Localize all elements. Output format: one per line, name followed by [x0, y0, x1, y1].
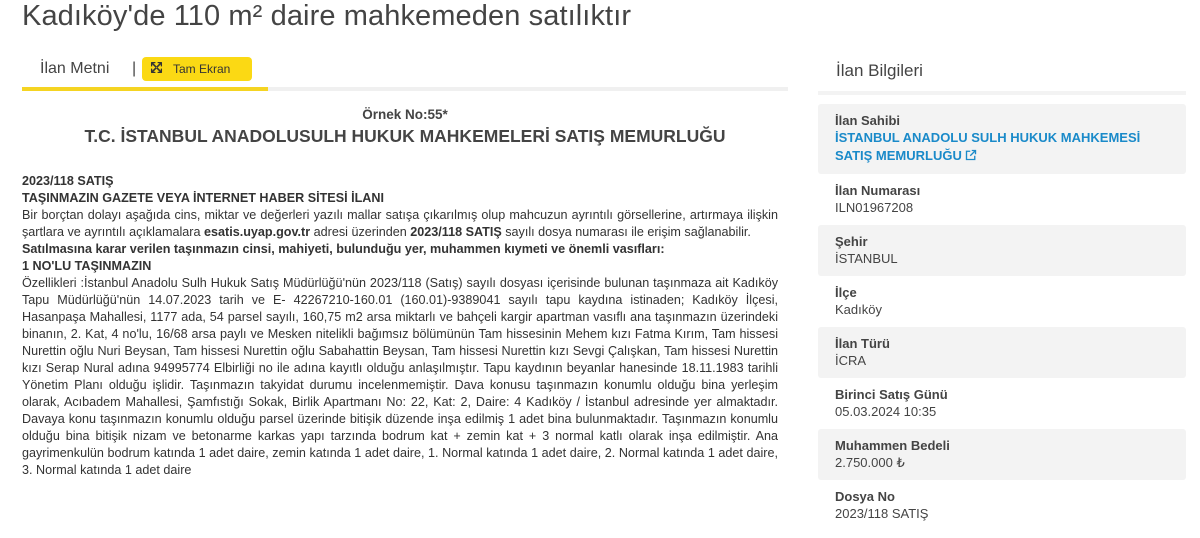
info-label: Birinci Satış Günü: [835, 387, 948, 402]
sample-number: Örnek No:55*: [362, 107, 448, 122]
property-features: Özellikleri :İstanbul Anadolu Sulh Hukuk Satış Müdürlüğü'nün 2023/118 (Satış) sayılı dosyası içerisinde bulunan taşınmaza ait Kadıköy Tapu Müdürlüğü'nün 14.07.2023 tarih ve E- 42267210-160.01 (160.01)-9389041 sayılı tapu kaydına istinaden; Kadıköy İlçesi, Hasanpaşa Mahallesi, 1177 ada, 54 parsel sayılı, 160,75 m2 arsa miktarlı ve bahçeli kargir apartman vasıflı ana taşınmazın üzerindeki binanın, 2. Kat, 4 no'lu, 16/68 arsa paylı ve Mesken nitelikli bağımsız bölümünün Tam hissesinin Mehem kızı Fatma Kırım, Tam hissesi Nurettin oğlu Nuri Beysan, Tam hissesi Nurettin oğlu Sabahattin Beysan, Tam hissesi Nurettin kızı Sevgi Çalışkan, Tam hissesi Nurettin kızı Serap Nural adına 94995774 Elbirliği no ile adına kayıtlı olduğu anlaşılmıştır. Tapu kaydının beyanlar hanesinde 18.11.1983 tarihli Yönetim Planı olduğu işlidir. Taşınmazın takyidat durumu incelenmemiştir. Dava konusu taşınmazın konumlu olduğu bina yerleşim olarak, Acıbadem Mahallesi, Şamfıstığı Sokak, Birlik Apartmanı No: 22, Kat: 2, Daire: 4 Kadıköy / İstanbul adresinde yer almaktadır. Davaya konu taşınmazın konumlu olduğu parsel üzerinde bitişik düzende inşa edilmiş 1 adet bina bulunmaktadır. Taşınmazın konumlu olduğu bina bitişik nizam ve betonarme karkas yapı tarzında bodrum kat + zemin kat + 3 normal katlı olarak inşa edilmiştir. Ana gayrimenkulün bodrum katında 1 adet daire, zemin katında 1 adet daire, 1. Normal katında 1 adet daire, 2. Normal katında 1 adet daire, 3. Normal katında 1 adet daire: [22, 276, 778, 477]
info-first-sale-date: [818, 378, 1186, 429]
page-title: Kadıköy'de 110 m² daire mahkemeden satılıktır: [22, 0, 632, 32]
info-label: İlan Sahibi: [835, 113, 901, 128]
info-value: İCRA: [835, 353, 867, 368]
sidebar-divider: [818, 91, 1186, 95]
court-name: T.C. İSTANBUL ANADOLUSULH HUKUK MAHKEMELERİ SATIŞ MEMURLUĞU: [84, 126, 726, 146]
tab-bar: [22, 55, 788, 93]
intro-text: sayılı dosya numarası ile erişim sağlanabilir.: [501, 225, 751, 239]
intro-text: adresi üzerinden: [310, 225, 411, 239]
owner-link[interactable]: [835, 130, 1140, 163]
property-heading: 1 NO'LU TAŞINMAZIN: [22, 259, 152, 273]
notice-heading: TAŞINMAZIN GAZETE VEYA İNTERNET HABER SİTESİ İLANI: [22, 191, 384, 205]
listing-info-sidebar: [818, 55, 1186, 538]
sidebar-title: İlan Bilgileri: [836, 61, 923, 80]
file-number-heading: 2023/118 SATIŞ: [22, 174, 114, 188]
info-value: 2.750.000 ₺: [835, 455, 905, 470]
intro-file-number: 2023/118 SATIŞ: [410, 225, 502, 239]
info-label: Dosya No: [835, 489, 895, 504]
info-listing-number: [818, 174, 1186, 225]
info-district: [818, 276, 1186, 327]
info-value: 05.03.2024 10:35: [835, 404, 937, 419]
info-file-number: [818, 480, 1186, 531]
info-value: ILN01967208: [835, 200, 914, 215]
info-label: İlan Türü: [835, 336, 890, 351]
info-label: Şehir: [835, 234, 868, 249]
tab-listing-text[interactable]: İlan Metni: [40, 60, 110, 77]
info-city: [818, 225, 1186, 276]
owner-name: İSTANBUL ANADOLU SULH HUKUK MAHKEMESİ SATIŞ MEMURLUĞU: [835, 130, 1141, 163]
tab-separator: |: [132, 60, 137, 77]
info-label: İlçe: [835, 285, 857, 300]
document-body: [22, 173, 778, 479]
fullscreen-label: Tam Ekran: [173, 62, 231, 76]
listing-text-panel: [22, 55, 788, 479]
intro-paragraph: [22, 207, 778, 241]
info-owner: [818, 104, 1186, 174]
info-label: Muhammen Bedeli: [835, 438, 950, 453]
info-value: İSTANBUL: [835, 251, 898, 266]
info-estimated-value: [818, 429, 1186, 480]
expand-arrows-icon: [150, 61, 163, 77]
fullscreen-button[interactable]: [142, 57, 252, 81]
decision-heading: Satılmasına karar verilen taşınmazın cinsi, mahiyeti, bulunduğu yer, muhammen kıymeti ve önemli vasıfları:: [22, 242, 665, 256]
esatis-link: esatis.uyap.gov.tr: [203, 225, 311, 239]
info-value: 2023/118 SATIŞ: [835, 506, 929, 521]
listing-document: [22, 93, 788, 479]
info-listing-type: [818, 327, 1186, 378]
info-value: Kadıköy: [835, 302, 882, 317]
info-label: İlan Numarası: [835, 183, 921, 198]
active-tab-indicator: [22, 87, 268, 91]
intro-text: Bir borçtan dolayı aşağıda cins, miktar ve değerleri yazılı mallar satışa çıkarılmış olup mahcuzun ayrıntılı görsellerine, artırmaya ilişkin şartlara ve ayrıntılı açıklamalara: [22, 208, 778, 239]
external-link-icon: [962, 148, 977, 163]
